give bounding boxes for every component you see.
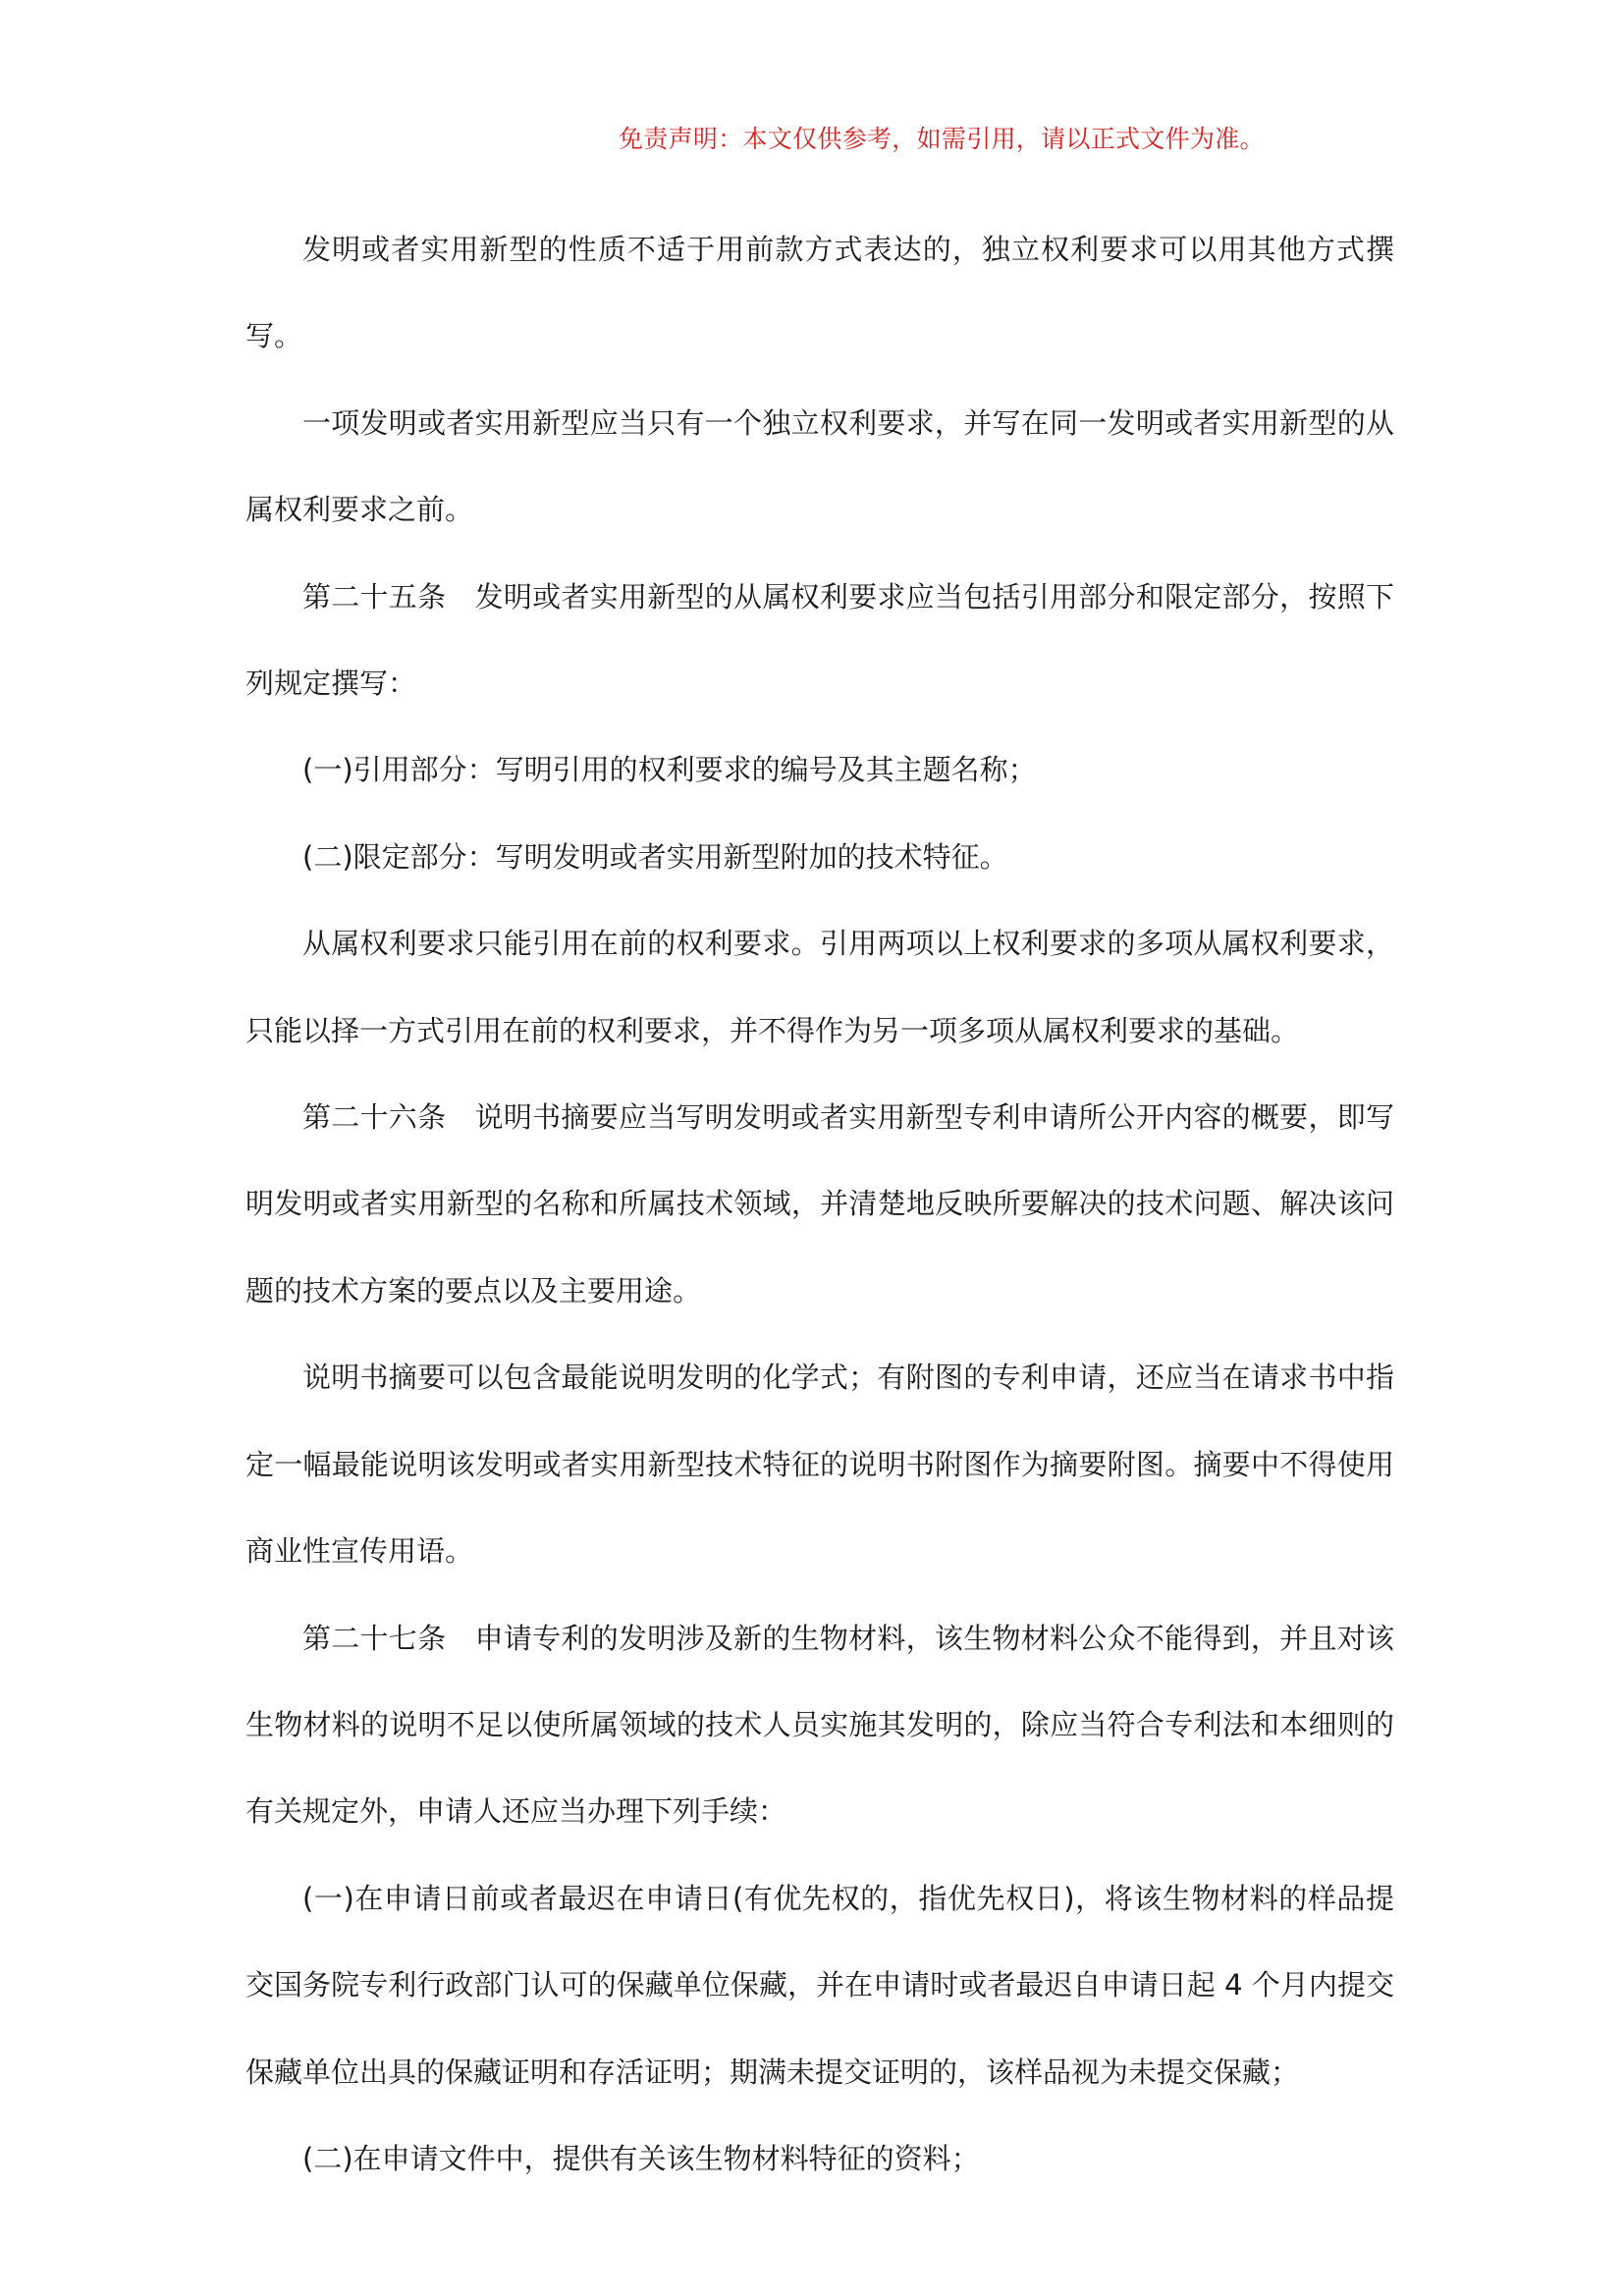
paragraph: 从属权利要求只能引用在前的权利要求。引用两项以上权利要求的多项从属权利要求，只能以择一方式引用在前的权利要求，并不得作为另一项多项从属权利要求的基础。 [245, 927, 1394, 1047]
list-item: (二)在申请文件中，提供有关该生物材料特征的资料； [302, 2141, 980, 2175]
paragraph: 一项发明或者实用新型应当只有一个独立权利要求，并写在同一发明或者实用新型的从属权利要求之前。 [245, 405, 1394, 527]
list-item: (二)限定部分：写明发明或者实用新型附加的技术特征。 [302, 839, 1008, 874]
list-item: (一)在申请日前或者最迟在申请日(有优先权的，指优先权日)，将该生物材料的样品提交国务院专利行政部门认可的保藏单位保藏，并在申请时或者最迟自申请日起 4 个月内提交保藏单位出具的保藏证明和存活证明；期满未提交证明的，该样品视为未提交保藏； [245, 1881, 1394, 2089]
paragraph: 说明书摘要可以包含最能说明发明的化学式；有附图的专利申请，还应当在请求书中指定一幅最能说明该发明或者实用新型技术特征的说明书附图作为摘要附图。摘要中不得使用商业性宣传用语。 [245, 1361, 1394, 1569]
disclaimer-notice: 免责声明：本文仅供参考，如需引用，请以正式文件为准。 [619, 125, 1265, 153]
article-27-paragraph: 第二十七条 申请专利的发明涉及新的生物材料，该生物材料公众不能得到，并且对该生物材料的说明不足以使所属领域的技术人员实施其发明的，除应当符合专利法和本细则的有关规定外，申请人还应当办理下列手续： [245, 1621, 1394, 1829]
document-body [245, 206, 1394, 2202]
article-26-paragraph: 第二十六条 说明书摘要应当写明发明或者实用新型专利申请所公开内容的概要，即写明发明或者实用新型的名称和所属技术领域，并清楚地反映所要解决的技术问题、解决该问题的技术方案的要点以及主要用途。 [245, 1100, 1394, 1308]
paragraph: 发明或者实用新型的性质不适于用前款方式表达的，独立权利要求可以用其他方式撰写。 [245, 233, 1394, 353]
article-25-paragraph: 第二十五条 发明或者实用新型的从属权利要求应当包括引用部分和限定部分，按照下列规定撰写： [245, 579, 1394, 701]
list-item: (一)引用部分：写明引用的权利要求的编号及其主题名称； [302, 753, 1037, 787]
